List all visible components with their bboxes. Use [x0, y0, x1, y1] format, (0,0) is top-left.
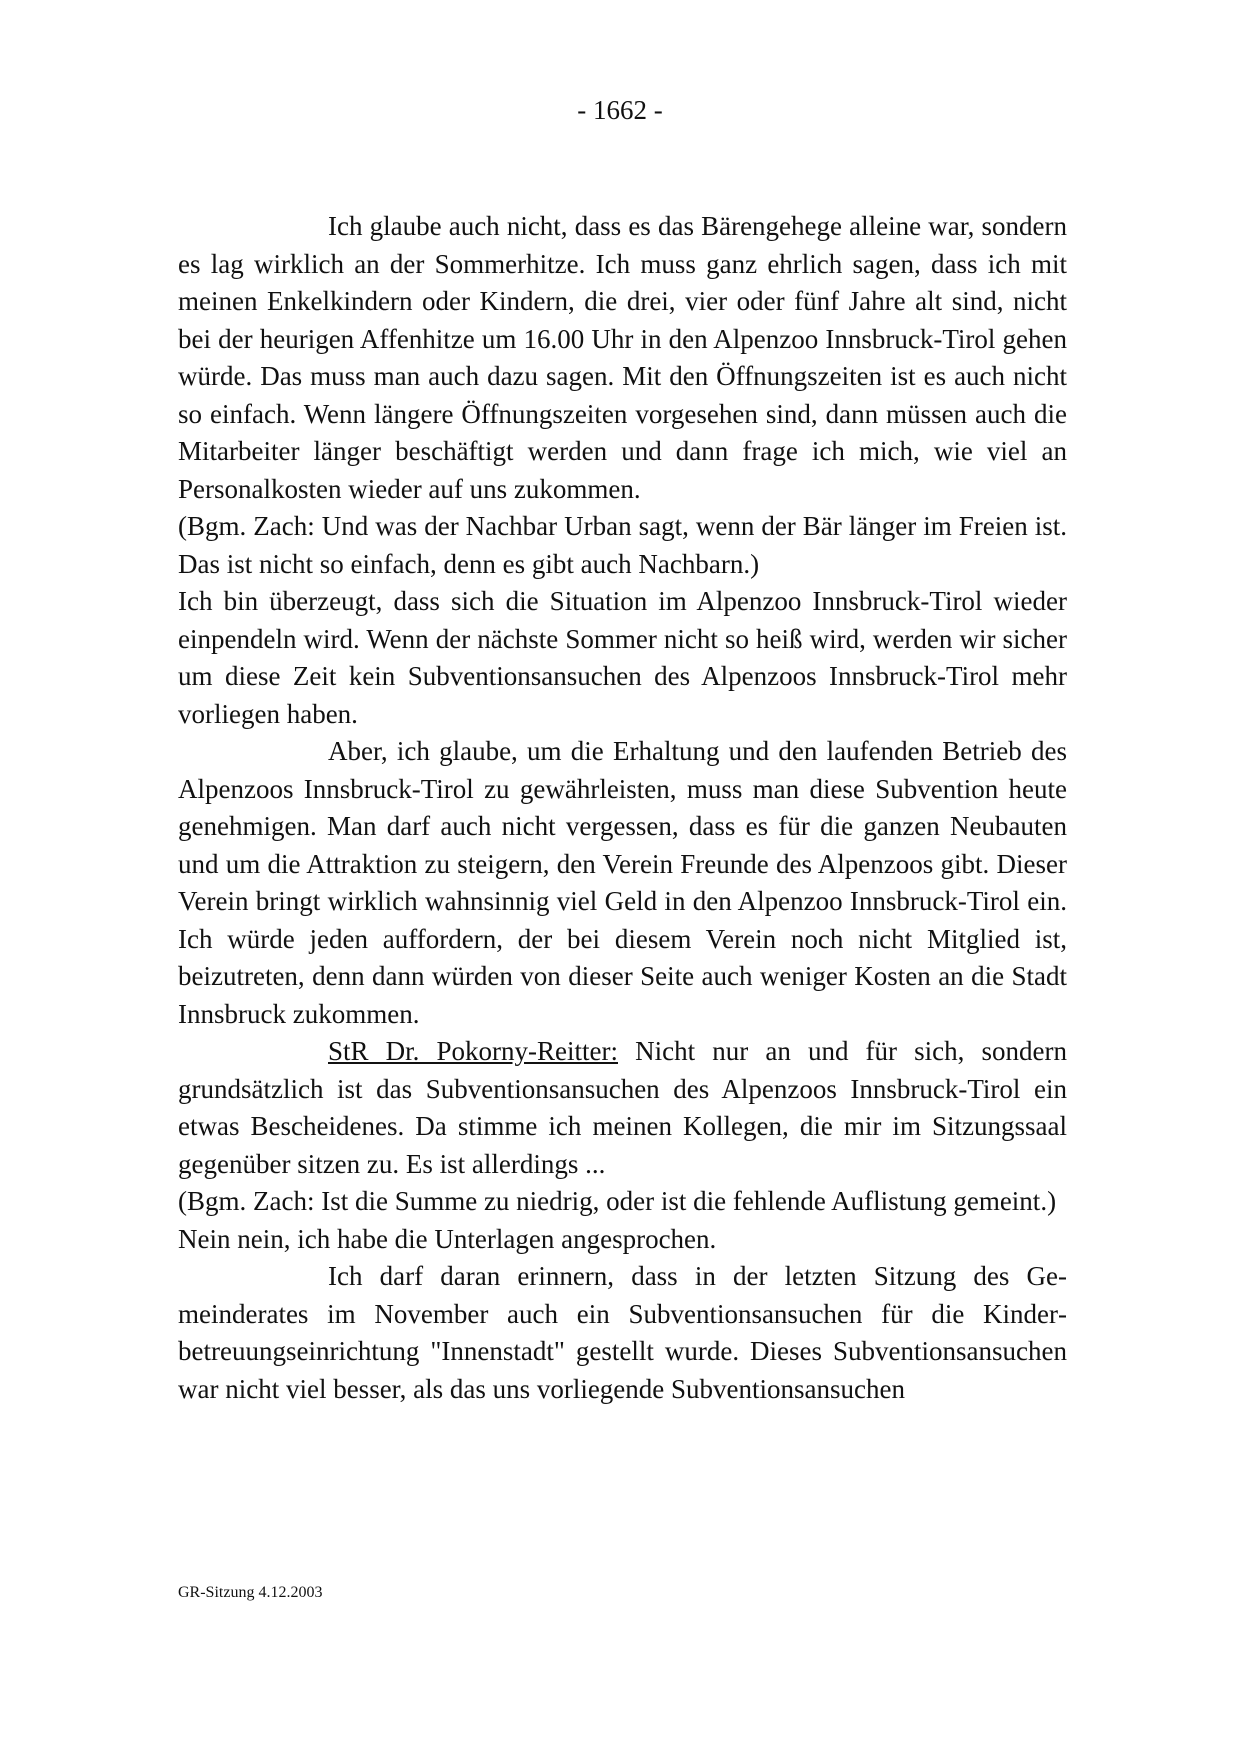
speaker-paragraph: [178, 1033, 1067, 1183]
paragraph: Ich bin überzeugt, dass sich die Situation im Alpenzoo Innsbruck-Tirol wieder einpendeln wird. Wenn der nächste Sommer nicht so heiß wird, werden wir sicher um diese Zeit kein Subventionsansuchen des Alpenzoos Innsbruck-Tirol mehr vorliegen haben.: [178, 586, 1067, 729]
paragraph: Ich darf daran erinnern, dass in der letzten Sitzung des Gemeinderates im November auch ein Subventionsansuchen für die Kinderbetreuungseinrichtung "Innenstadt" gestellt wurde. Dieses Subventionsansuchen war nicht viel besser, als das uns vorliegende Subventionsansuchen: [178, 1261, 1067, 1404]
speaker-statement: Nicht nur an und für sich, sondern grundsätzlich ist das Subventionsansuchen des Alpenzoos Innsbruck-Tirol ein etwas Bescheidenes. Da stimme ich meinen Kollegen, die mir im Sitzungssaal gegenüber sitzen zu. Es ist allerdings ...: [178, 1036, 1068, 1179]
page-number: - 1662 -: [577, 95, 663, 125]
paragraph: Ich glaube auch nicht, dass es das Bärengehege alleine war, sondern es lag wirklich an der Sommerhitze. Ich muss ganz ehrlich sagen, dass ich mit meinen Enkelkindern oder Kindern, die drei, vier oder fünf Jahre alt sind, nicht bei der heurigen Affenhitze um 16.00 Uhr in den Alpenzoo Innsbruck-Tirol gehen würde. Das muss man auch dazu sagen. Mit den Öffnungszeiten ist es auch nicht so einfach. Wenn längere Öffnungszeiten vorgesehen sind, dann müssen auch die Mitarbeiter länger beschäftigt werden und dann frage ich mich, wie viel an Personalkosten wieder auf uns zukommen.: [178, 211, 1067, 504]
paragraph: Aber, ich glaube, um die Erhaltung und den laufenden Betrieb des Alpenzoos Innsbruck-Tirol zu gewährleisten, muss man diese Subvention heute genehmigen. Man darf auch nicht vergessen, dass es für die ganzen Neubauten und um die Attraktion zu steigern, den Verein Freunde des Alpenzoos gibt. Dieser Verein bringt wirklich wahnsinnig viel Geld in den Alpenzoo Innsbruck-Tirol ein. Ich würde jeden auffordern, der bei diesem Verein noch nicht Mitglied ist, beizutreten, denn dann würden von dieser Seite auch weniger Kosten an die Stadt Innsbruck zukommen.: [178, 736, 1067, 1029]
footer-session-date: GR-Sitzung 4.12.2003: [178, 1584, 323, 1601]
paragraph: Nein nein, ich habe die Unterlagen angesprochen.: [178, 1223, 717, 1254]
transcript-body: [178, 208, 1067, 1408]
interjection: (Bgm. Zach: Und was der Nachbar Urban sagt, wenn der Bär länger im Freien ist. Das ist nicht so einfach, denn es gibt auch Nachbarn.): [178, 511, 1067, 579]
interjection: (Bgm. Zach: Ist die Summe zu niedrig, oder ist die fehlende Auflistung gemeint.): [178, 1186, 1057, 1216]
speaker-name: StR Dr. Pokorny-Reitter:: [328, 1036, 618, 1066]
